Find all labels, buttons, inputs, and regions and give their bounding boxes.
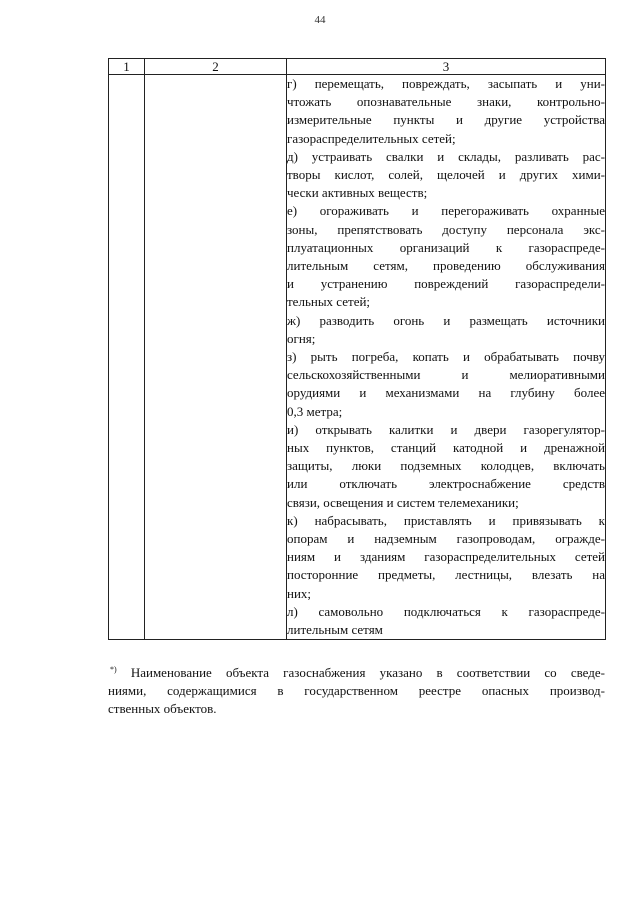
table-text-line: или отключать электроснабжение средств: [287, 476, 605, 492]
document-table: [108, 58, 606, 640]
table-text-line: лительным сетям, проведению обслуживания: [287, 258, 605, 274]
column-header-1: 1: [109, 59, 145, 75]
table-text-line: и устранению повреждений газораспредели-: [287, 276, 605, 292]
table-header-row: [109, 59, 606, 75]
table-text-line: защиты, люки подземных колодцев, включать: [287, 458, 605, 474]
table-text-line: тельных сетей;: [287, 294, 371, 310]
table-text-line: связи, освещения и систем телемеханики;: [287, 494, 519, 510]
table-text-line: 0,3 метра;: [287, 403, 343, 419]
table-text-line: измерительные пункты и другие устройства: [287, 112, 605, 128]
footnote-marker: *): [110, 665, 117, 674]
table-text-line: е) огораживать и перегораживать охранные: [287, 203, 605, 219]
table-text-line: огня;: [287, 330, 316, 346]
table-text-line: ж) разводить огонь и размещать источники: [287, 312, 605, 328]
table-text-line: к) набрасывать, приставлять и привязывать к: [287, 512, 605, 528]
table-text-line: чески активных веществ;: [287, 185, 428, 201]
table-text-line: них;: [287, 585, 312, 601]
table-text-line: чтожать опознавательные знаки, контрольно-: [287, 94, 605, 110]
table-text-line: газораспределительных сетей;: [287, 130, 456, 146]
table-cell-col3: [287, 75, 606, 640]
table-text-line: л) самовольно подключаться к газораспреде-: [287, 603, 605, 619]
footnote-line-text: Наименование объекта газоснабжения указано в соответствии со сведе-: [116, 665, 605, 680]
table-text-line: зоны, препятствовать доступу персонала экс-: [287, 221, 605, 237]
table-text-line: лительным сетям: [287, 622, 383, 638]
table-text-line: творы кислот, солей, щелочей и других хими-: [287, 167, 605, 183]
footnote-line: ниями, содержащимися в государственном реестре опасных производ-: [108, 683, 605, 698]
prohibitions-list: [287, 75, 605, 639]
table-row: [109, 75, 606, 640]
footnote-line: [108, 664, 605, 682]
page-number: 44: [314, 14, 326, 26]
table-text-line: ных пунктов, станций катодной и дренажной: [287, 440, 605, 456]
footnote-text: [108, 664, 605, 718]
table-cell-col2: [145, 75, 287, 640]
footnote-line: ственных объектов.: [108, 701, 217, 716]
table-text-line: посторонние предметы, лестницы, влезать на: [287, 567, 605, 583]
table-text-line: з) рыть погреба, копать и обрабатывать почву: [287, 349, 605, 365]
table-text-line: опорам и надземным газопроводам, огражде-: [287, 531, 605, 547]
table-text-line: и) открывать калитки и двери газорегулятор-: [287, 421, 605, 437]
footnote: [108, 664, 605, 718]
table-text-line: орудиями и механизмами на глубину более: [287, 385, 605, 401]
table-text-line: сельскохозяйственными и мелиоративными: [287, 367, 605, 383]
column-header-2: 2: [145, 59, 287, 75]
table-cell-col1: [109, 75, 145, 640]
table-text-line: ниям и зданиям газораспределительных сетей: [287, 549, 605, 565]
table-text-line: г) перемещать, повреждать, засыпать и уни-: [287, 76, 605, 91]
table-text-line: плуатационных организаций к газораспреде-: [287, 239, 605, 255]
column-header-3: 3: [287, 59, 606, 75]
table-text-line: д) устраивать свалки и склады, разливать рас-: [287, 148, 605, 164]
